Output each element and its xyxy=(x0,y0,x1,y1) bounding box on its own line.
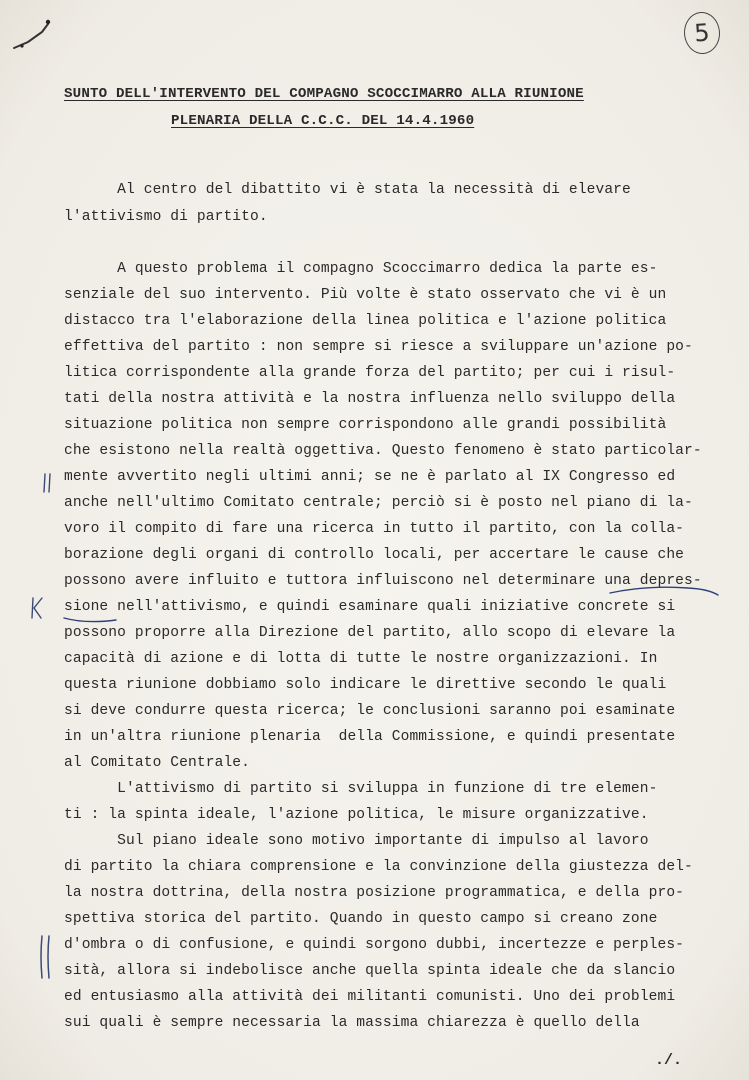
body-line: questa riunione dobbiamo solo indicare le direttive secondo le quali xyxy=(64,677,667,693)
body-line: litica corrispondente alla grande forza del partito; per cui i risul- xyxy=(64,365,676,381)
body-line: in un'altra riunione plenaria della Commissione, e quindi presentate xyxy=(64,729,676,745)
page-number: 5 xyxy=(683,11,722,55)
ink-mark-icon xyxy=(8,14,54,54)
body-line: di partito la chiara comprensione e la convinzione della giustezza del- xyxy=(64,859,693,875)
body-line: effettiva del partito : non sempre si riesce a sviluppare un'azione po- xyxy=(64,339,693,355)
body-line: d'ombra o di confusione, e quindi sorgono dubbi, incertezze e perples- xyxy=(64,937,685,953)
body-line: voro il compito di fare una ricerca in tutto il partito, con la colla- xyxy=(64,521,685,537)
body-line: senziale del suo intervento. Più volte è stato osservato che vi è un xyxy=(64,287,667,303)
body-line: distacco tra l'elaborazione della linea politica e l'azione politica xyxy=(64,313,667,329)
body-line: ed entusiasmo alla attività dei militanti comunisti. Uno dei problemi xyxy=(64,989,676,1005)
body-line: capacità di azione e di lotta di tutte le nostre organizzazioni. In xyxy=(64,651,658,667)
body-line: A questo problema il compagno Scoccimarro dedica la parte es- xyxy=(64,261,658,277)
body-line: al Comitato Centrale. xyxy=(64,755,251,771)
body-line: sione nell'attivismo, e quindi esaminare quali iniziative concrete si xyxy=(64,599,676,615)
body-line: spettiva storica del partito. Quando in questo campo si creano zone xyxy=(64,911,658,927)
margin-double-line-icon xyxy=(42,472,54,494)
handwritten-underline-icon xyxy=(608,583,720,599)
body-line: situazione politica non sempre corrispondono alle grandi possibilità xyxy=(64,417,667,433)
body-line: possono avere influito e tuttora influiscono nel determinare una depres- xyxy=(64,573,702,589)
body-line: mente avvertito negli ultimi anni; se ne è parlato al IX Congresso ed xyxy=(64,469,676,485)
body-line: si deve condurre questa ricerca; le conclusioni saranno poi esaminate xyxy=(64,703,676,719)
body-line: Sul piano ideale sono motivo importante di impulso al lavoro xyxy=(64,833,649,849)
body-line: che esistono nella realtà oggettiva. Questo fenomeno è stato particolar- xyxy=(64,443,702,459)
body-line: sui quali è sempre necessaria la massima chiarezza è quello della xyxy=(64,1015,640,1031)
margin-k-mark-icon xyxy=(30,596,44,620)
body-line: Al centro del dibattito vi è stata la necessità di elevare xyxy=(64,182,631,198)
margin-double-line-icon xyxy=(38,934,54,980)
body-line: ti : la spinta ideale, l'azione politica, le misure organizzative. xyxy=(64,807,649,823)
body-line: possono proporre alla Direzione del partito, allo scopo di elevare la xyxy=(64,625,676,641)
body-line: anche nell'ultimo Comitato centrale; perciò si è posto nel piano di la- xyxy=(64,495,693,511)
body-line: borazione degli organi di controllo locali, per accertare le cause che xyxy=(64,547,685,563)
handwritten-underline-icon xyxy=(62,614,118,626)
title-line-2: PLENARIA DELLA C.C.C. DEL 14.4.1960 xyxy=(171,113,475,129)
body-line: L'attivismo di partito si sviluppa in funzione di tre elemen- xyxy=(64,781,658,797)
body-line: tati della nostra attività e la nostra influenza nello sviluppo della xyxy=(64,391,676,407)
body-line: la nostra dottrina, della nostra posizione programmatica, e della pro- xyxy=(64,885,685,901)
body-line: l'attivismo di partito. xyxy=(64,209,268,225)
continuation-mark: ./. xyxy=(655,1052,683,1069)
title-line-1: SUNTO DELL'INTERVENTO DEL COMPAGNO SCOCCIMARRO ALLA RIUNIONE xyxy=(64,86,584,102)
body-line: sità, allora si indebolisce anche quella spinta ideale che da slancio xyxy=(64,963,676,979)
